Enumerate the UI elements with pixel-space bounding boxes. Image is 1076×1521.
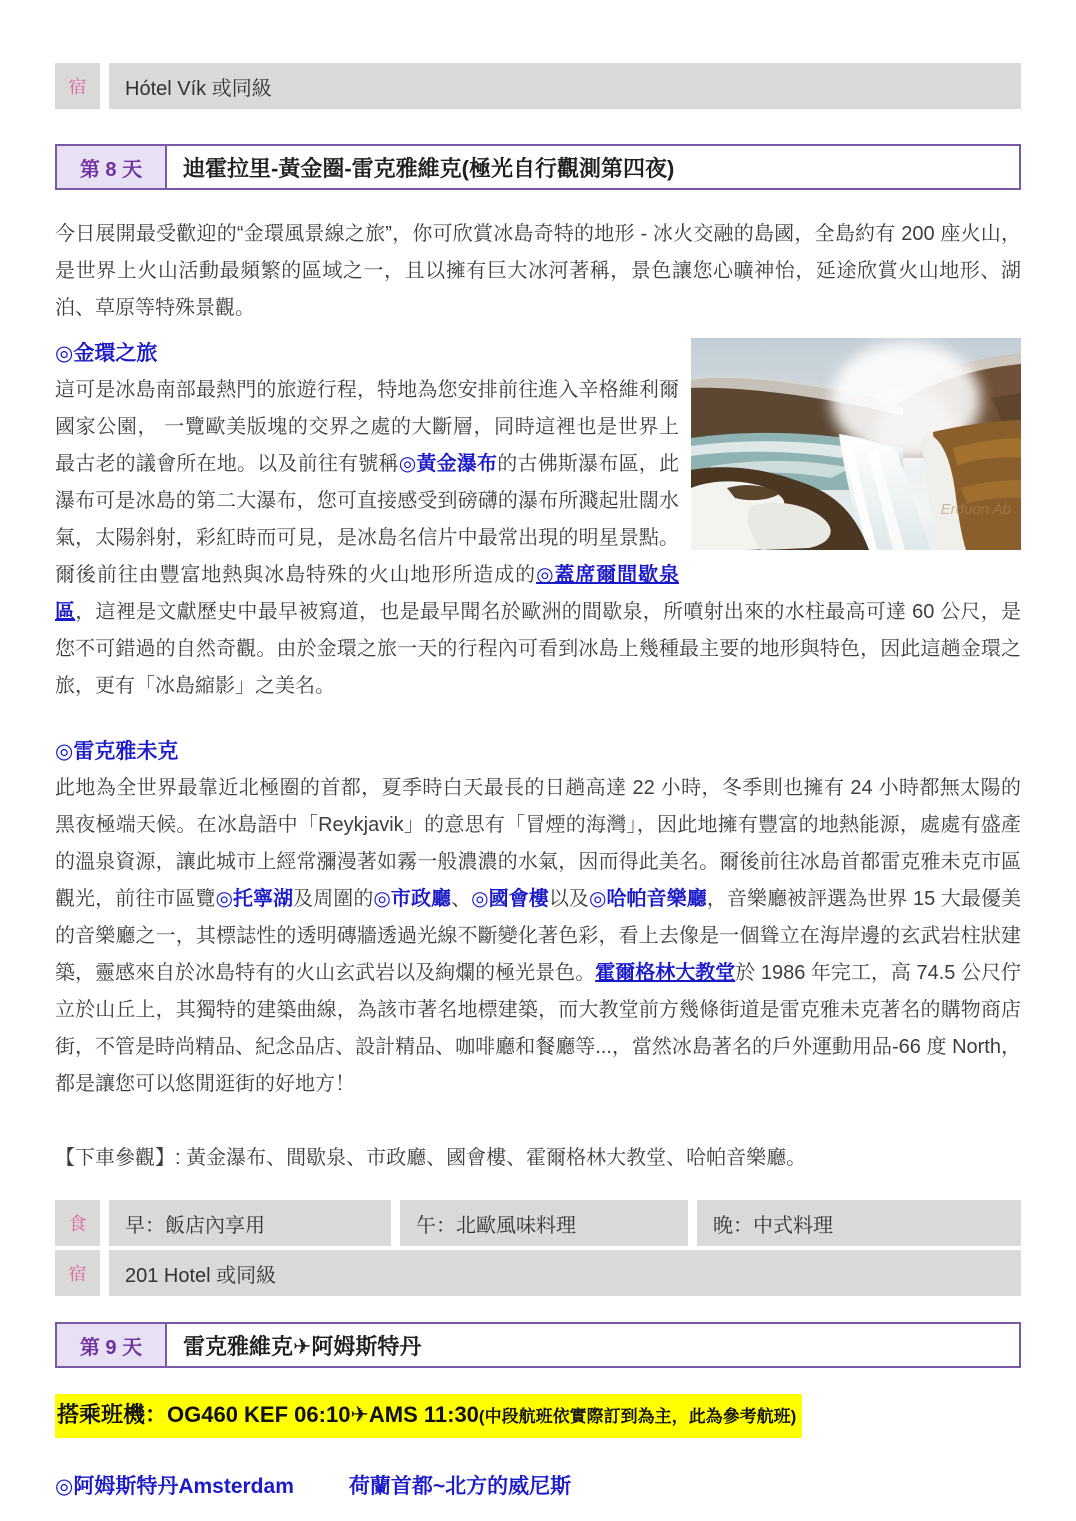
flight-main: 搭乘班機：OG460 KEF 06:10✈AMS 11:30 (57, 1402, 479, 1427)
hotel-row-top (55, 63, 1021, 109)
day8-title: 迪霍拉里-黃金圈-雷克雅維克(極光自行觀測第四夜) (183, 155, 675, 181)
text-segment: ，音樂廳被評選為世界 15 大最優美的音樂廳之一，其標誌性的透明磚牆透過光線不斷變化著色彩，看上去像是一個聳立在海岸邊的玄武岩柱狀建築，靈感來自於冰島特有的火山玄武岩以及絢爛的極光景色。 (55, 888, 1022, 984)
reykjavik-section (55, 733, 1021, 1103)
text-segment: 的古佛斯瀑布區，此瀑布可是冰島的第二大瀑布，您可直接感受到磅礴的瀑布所濺起壯闊水氣，太陽斜射，彩紅時而可見，是冰島名信片中最常出現的明星景點。爾後前往由豐富地熱與冰島特殊的火山地形所造成的 (55, 453, 680, 586)
text-segment: 於 1986 年完工，高 74.5 公尺佇立於山丘上，其獨特的建築曲線，為該市著名地標建築，而大教堂前方幾條街道是雷克雅未克著名的購物商店街，不管是時尚精品、紀念品店、設計精品、咖啡廳和餐廳等...，當然冰島著名的戶外運動用品-66 度 North，都是讓您可以悠閒逛街的好地方！ (55, 962, 1022, 1095)
meals-label: 食 (55, 1200, 100, 1246)
hotel-row-day8 (55, 1250, 1021, 1296)
day8-label: 第 8 天 (57, 146, 167, 188)
gullfoss-photo (691, 338, 1021, 550)
day8-header (55, 144, 1021, 190)
day8-intro-paragraph: 今日展開最受歡迎的“金環風景線之旅”，你可欣賞冰島奇特的地形 - 冰火交融的島國，全島約有 200 座火山，是世界上火山活動最頻繁的區域之一，且以擁有巨大冰河著稱，景色讓您心曠神怡，延途欣賞火山地形、湖泊、草原等特殊景觀。 (55, 223, 1021, 319)
meals-row (55, 1200, 1021, 1246)
text-segment: 這可是冰島南部最熱門的旅遊行程，特地為您安排前往進入辛格維利爾國家公園， 一覽歐美版塊的交界之處的大斷層，同時這裡也是世界上最古老的議會所在地。以及前往有號稱 (55, 379, 679, 475)
hotel-label: 宿 (55, 1250, 100, 1296)
keyword-tjornin-lake: ◎托寧湖 (215, 888, 294, 910)
text-segment: ，這裡是文獻歷史中最早被寫道，也是最早聞名於歐洲的間歇泉，所噴射出來的水柱最高可達 60 公尺，是您不可錯過的自然奇觀。由於金環之旅一天的行程內可看到冰島上幾種最主要的地形與特色，因此這趟金環之旅，更有「冰島縮影」之美名。 (55, 601, 1022, 697)
meal-dinner: 晚：中式料理 (697, 1200, 1021, 1246)
photo-watermark: Erduon Ab (940, 501, 1011, 518)
keyword-city-hall: ◎市政廳 (373, 888, 452, 910)
amsterdam-title: ◎阿姆斯特丹Amsterdam (55, 1475, 294, 1498)
reykjavik-heading: ◎雷克雅未克 (55, 740, 179, 763)
keyword-harpa-hall: ◎哈帕音樂廳 (588, 888, 707, 910)
text-segment: 、 (451, 888, 472, 910)
text-segment: 此地為全世界最靠近北極圈的首都，夏季時白天最長的日趟高達 22 小時，冬季則也擁有 24 小時都無太陽的黑夜極端天候。在冰島語中「Reykjavik」的意思有「冒煙的海灣」，因此地擁有豐富的地熱能源，處處有盛產的溫泉資源，讓此城市上經常瀰漫著如霧一般濃濃的水氣，因而得此美名。爾後前往冰島首都雷克雅未克市區觀光，前往市區覽 (55, 777, 1021, 910)
keyword-hallgrimskirkja-link[interactable]: 霍爾格林大教堂 (595, 962, 736, 984)
hotel-label: 宿 (55, 63, 100, 109)
day9-title: 雷克雅維克✈阿姆斯特丹 (183, 1333, 422, 1359)
flight-note: (中段航班依實際訂到為主，此為參考航班) (478, 1407, 797, 1426)
keyword-golden-falls: ◎黃金瀑布 (398, 453, 498, 475)
keyword-parliament: ◎國會樓 (471, 888, 549, 910)
flight-info-wrap (55, 1394, 1021, 1438)
golden-circle-section (55, 335, 1021, 705)
amsterdam-subtitle: 荷蘭首都~北方的威尼斯 (348, 1475, 572, 1498)
hotel-value: 201 Hotel 或同級 (109, 1250, 1021, 1296)
keyword-geysir-link[interactable]: ◎蓋席爾間歇泉區 (55, 564, 680, 623)
meal-lunch: 午：北歐風味料理 (400, 1200, 688, 1246)
flight-info-banner (55, 1394, 802, 1438)
meal-breakfast: 早：飯店內享用 (109, 1200, 391, 1246)
sightseeing-stops-line: 【下車參觀】: 黃金瀑布、間歇泉、市政廳、國會樓、霍爾格林大教堂、哈帕音樂廳。 (55, 1147, 807, 1169)
golden-circle-heading: ◎金環之旅 (55, 342, 158, 365)
hotel-value: Hótel Vík 或同級 (109, 63, 1021, 109)
reykjavik-text (55, 770, 1021, 1103)
day9-label: 第 9 天 (57, 1324, 167, 1366)
text-segment: 以及 (548, 888, 589, 910)
day9-header (55, 1322, 1021, 1368)
text-segment: 及周圍的 (293, 888, 374, 910)
amsterdam-heading (55, 1470, 1021, 1500)
